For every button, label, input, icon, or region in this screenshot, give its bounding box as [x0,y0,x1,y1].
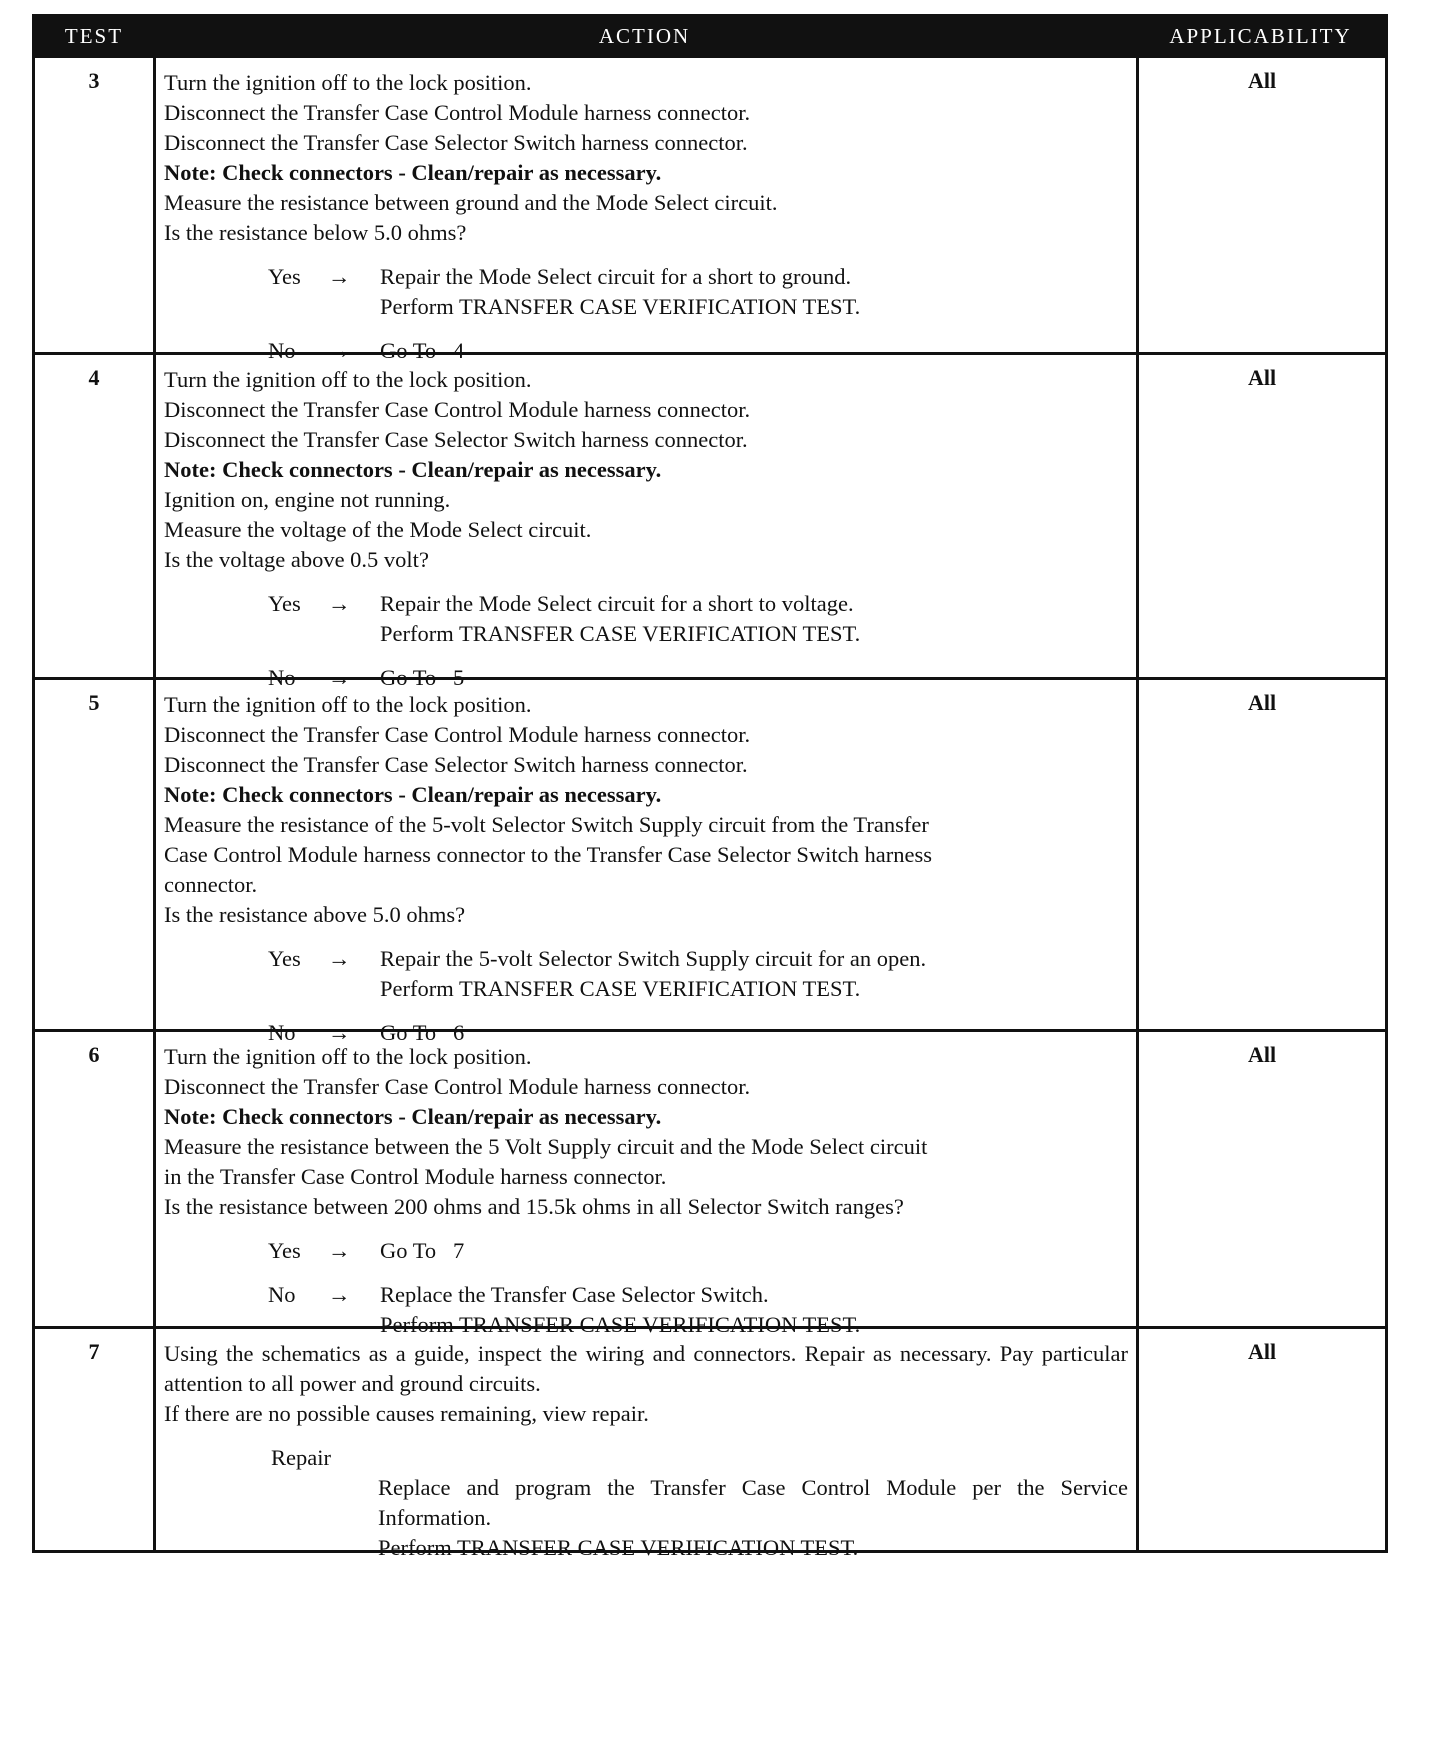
test-number: 4 [35,355,156,677]
action-paragraph: Using the schematics as a guide, inspect the wiring and connectors. Repair as necessary. Pay particular attention to all power and ground circuits. [164,1341,1128,1396]
test-number: 6 [35,1032,156,1326]
diagnostic-table [32,14,1388,1560]
action-cell [156,355,1139,690]
applicability-cell: All [1247,690,1277,715]
action-line: Disconnect the Transfer Case Control Module harness connector. [164,397,751,422]
arrow-icon: → [328,665,351,690]
action-line: Disconnect the Transfer Case Control Module harness connector. [164,100,751,125]
table-row [35,1326,1385,1560]
test-number: 5 [35,680,156,1029]
action-line: Turn the ignition off to the lock position. [164,367,532,392]
arrow-icon: → [328,946,351,971]
table-row [35,55,1385,363]
note-line: Note: Check connectors - Clean/repair as necessary. [164,1104,662,1129]
action-line: Measure the voltage of the Mode Select circuit. [164,517,592,542]
question-line: Is the voltage above 0.5 volt? [164,547,429,572]
yes-result: Go To 7 [380,1238,465,1263]
action-line: Case Control Module harness connector to the Transfer Case Selector Switch harness [164,842,932,867]
note-line: Note: Check connectors - Clean/repair as necessary. [164,160,662,185]
action-line: Ignition on, engine not running. [164,487,451,512]
action-cell [156,680,1139,1045]
yes-label: Yes [268,946,301,971]
yes-result: Perform TRANSFER CASE VERIFICATION TEST. [380,621,861,646]
action-line: Disconnect the Transfer Case Selector Switch harness connector. [164,427,748,452]
yes-branch [268,944,1128,1004]
yes-label: Yes [268,264,301,289]
test-number: 7 [35,1329,156,1550]
no-result: Go To 4 [380,338,465,363]
yes-label: Yes [268,1238,301,1263]
action-cell [156,1032,1139,1337]
header-applicability: APPLICABILITY [1169,23,1352,48]
arrow-icon: → [328,338,351,363]
yes-result: Repair the Mode Select circuit for a short to voltage. [380,591,854,616]
test-number: 3 [35,58,156,352]
action-line: Measure the resistance of the 5-volt Selector Switch Supply circuit from the Transfer [164,812,929,837]
table-row [35,1029,1385,1337]
applicability-cell: All [1247,68,1277,93]
arrow-icon: → [328,1238,351,1263]
arrow-icon: → [328,1020,351,1045]
yes-result: Perform TRANSFER CASE VERIFICATION TEST. [380,294,861,319]
no-result: Go To 5 [380,665,465,690]
no-result: Perform TRANSFER CASE VERIFICATION TEST. [380,1312,861,1337]
note-line: Note: Check connectors - Clean/repair as necessary. [164,457,662,482]
yes-branch [268,1236,1128,1266]
no-label: No [268,1020,296,1045]
action-cell [156,1329,1139,1560]
table-row [35,352,1385,690]
yes-result: Repair the Mode Select circuit for a short to ground. [380,264,852,289]
arrow-icon: → [328,1282,351,1307]
action-line: Measure the resistance between the 5 Volt Supply circuit and the Mode Select circuit [164,1134,928,1159]
yes-label: Yes [268,591,301,616]
action-line: Disconnect the Transfer Case Control Module harness connector. [164,722,751,747]
repair-perform: Perform TRANSFER CASE VERIFICATION TEST. [378,1535,859,1560]
header-action: ACTION [598,23,691,48]
action-line: Measure the resistance between ground and the Mode Select circuit. [164,190,778,215]
no-label: No [268,338,296,363]
action-line: connector. [164,872,258,897]
no-label: No [268,1282,296,1307]
question-line: Is the resistance above 5.0 ohms? [164,902,466,927]
action-line: Turn the ignition off to the lock position. [164,1044,532,1069]
action-line: Disconnect the Transfer Case Control Module harness connector. [164,1074,751,1099]
question-line: Is the resistance below 5.0 ohms? [164,220,467,245]
action-line: Disconnect the Transfer Case Selector Switch harness connector. [164,752,748,777]
yes-branch [268,589,1128,649]
no-result: Go To 6 [380,1020,465,1045]
action-cell [156,58,1139,363]
action-line: Turn the ignition off to the lock position. [164,692,532,717]
applicability-cell: All [1247,1339,1277,1364]
repair-block [378,1473,1128,1563]
arrow-icon: → [328,264,351,289]
arrow-icon: → [328,591,351,616]
applicability-cell: All [1247,365,1277,390]
table-row [35,677,1385,1045]
action-line: in the Transfer Case Control Module harness connector. [164,1164,667,1189]
applicability-cell: All [1247,1042,1277,1067]
question-line: Is the resistance between 200 ohms and 15.5k ohms in all Selector Switch ranges? [164,1194,904,1219]
header-test: TEST [64,23,124,48]
action-line: Turn the ignition off to the lock position. [164,70,532,95]
note-line: Note: Check connectors - Clean/repair as necessary. [164,782,662,807]
repair-label: Repair [271,1445,331,1470]
action-line: If there are no possible causes remaining, view repair. [164,1401,649,1426]
no-label: No [268,665,296,690]
yes-result: Repair the 5-volt Selector Switch Supply circuit for an open. [380,946,927,971]
no-result: Replace the Transfer Case Selector Switch. [380,1282,769,1307]
action-line: Disconnect the Transfer Case Selector Switch harness connector. [164,130,748,155]
yes-branch [268,262,1128,322]
table-header [35,17,1385,55]
repair-text: Replace and program the Transfer Case Control Module per the Service Information. [378,1475,1128,1530]
yes-result: Perform TRANSFER CASE VERIFICATION TEST. [380,976,861,1001]
